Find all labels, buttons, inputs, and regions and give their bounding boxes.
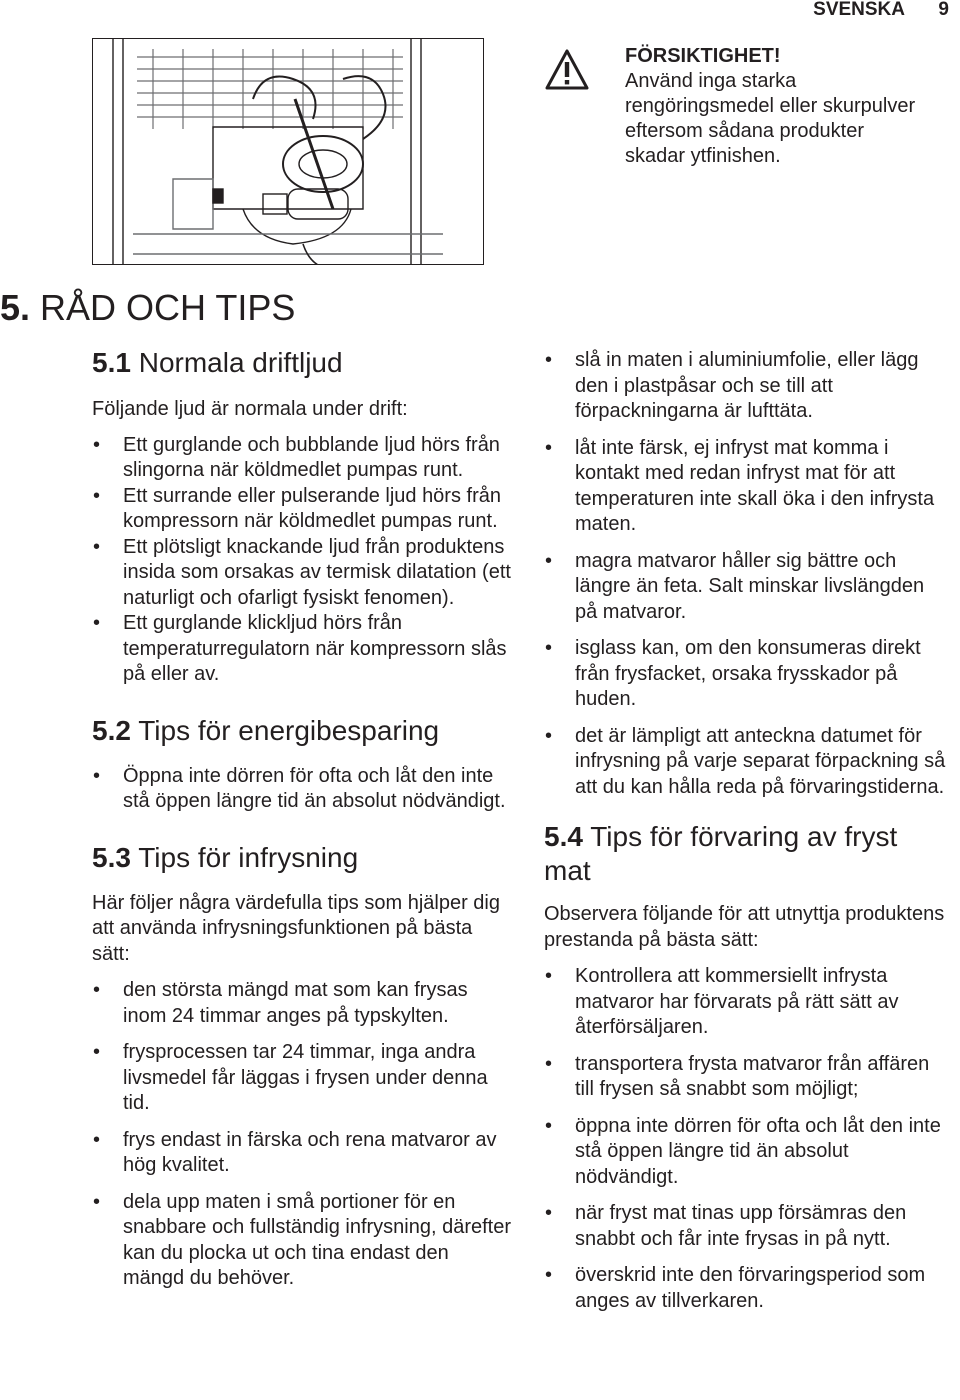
section-5-1-intro: Följande ljud är normala under drift: (92, 398, 408, 420)
section-5-1-title (92, 346, 512, 380)
section-title-text: Normala driftljud (138, 347, 343, 378)
section-5-3-list-continued (544, 348, 949, 800)
section-5-2-title (92, 714, 512, 748)
page-number: 9 (938, 0, 949, 20)
list-item: • dela upp maten i små portioner för en snabbare och fullständig infrysning, därefter kan du plocka ut och tina endast den mängd du behöver. (92, 1190, 512, 1292)
section-5-3-list (92, 978, 512, 1292)
list-item: • Ett surrande eller pulserande ljud hörs från kompressorn när köldmedlet pumpas runt. (92, 484, 512, 535)
section-title-text: Tips för infrysning (138, 841, 359, 873)
list-item: • Ett plötsligt knackande ljud från produktens insida som orsakas av termisk dilatation (ett naturligt och ofarligt fysiskt fenomen). (92, 535, 512, 612)
list-item: • isglass kan, om den konsumeras direkt från frysfacket, orsaka frysskador på huden. (544, 636, 949, 713)
right-column (544, 348, 949, 1314)
list-item: • överskrid inte den förvaringsperiod som anges av tillverkaren. (544, 1263, 949, 1314)
list-item: • slå in maten i aluminiumfolie, eller lägg den i plastpåsar och se till att förpackningarna är lufttäta. (544, 348, 949, 425)
section-title-text: Tips för förvaring av fryst mat (544, 821, 898, 886)
caution-title: FÖRSIKTIGHET! (625, 45, 781, 67)
warning-triangle-icon (544, 48, 590, 92)
caution-text-block (625, 44, 925, 169)
list-item: • det är lämpligt att anteckna datumet för infrysning på varje separat förpackning så att du kan hålla reda på förvaringstiderna. (544, 724, 949, 801)
list-item: • den största mängd mat som kan frysas inom 24 timmar anges på typskylten. (92, 978, 512, 1029)
section-number: 5.1 (92, 347, 131, 378)
chapter-title-text: RÅD OCH TIPS (40, 287, 296, 328)
list-item: • Öppna inte dörren för ofta och låt den inte stå öppen längre tid än absolut nödvändigt. (92, 764, 512, 815)
list-item: • Ett gurglande klickljud hörs från temperaturregulatorn när kompressorn slås på eller av. (92, 611, 512, 688)
chapter-title (0, 286, 295, 330)
list-item: • magra matvaror håller sig bättre och längre än feta. Salt minskar livslängden på matvaror. (544, 549, 949, 626)
section-5-2-list (92, 764, 512, 815)
section-5-4-list (544, 964, 949, 1314)
page-header (0, 0, 960, 22)
section-5-3-title (92, 841, 512, 875)
list-item: • låt inte färsk, ej infryst mat komma i kontakt med redan infryst mat för att temperaturen inte skall öka i den infrysta maten. (544, 436, 949, 538)
section-5-4-title (544, 820, 949, 888)
list-item: • när fryst mat tinas upp försämras den snabbt och får inte frysas in på nytt. (544, 1201, 949, 1252)
list-item: • frys endast in färska och rena matvaror av hög kvalitet. (92, 1128, 512, 1179)
section-number: 5.2 (92, 714, 131, 746)
list-item: • öppna inte dörren för ofta och låt den inte stå öppen längre tid än absolut nödvändigt. (544, 1114, 949, 1191)
refrigerator-compressor-drain-illustration (92, 38, 484, 265)
list-item: • Kontrollera att kommersiellt infrysta matvaror har förvarats på rätt sätt av återförsäljaren. (544, 964, 949, 1041)
chapter-number: 5. (0, 287, 31, 328)
list-item: • frysprocessen tar 24 timmar, inga andra livsmedel får läggas i frysen under denna tid. (92, 1040, 512, 1117)
header-language: SVENSKA (813, 0, 905, 20)
section-title-text: Tips för energibesparing (138, 714, 440, 746)
section-number: 5.3 (92, 841, 131, 873)
section-5-4-intro: Observera följande för att utnyttja produktens prestanda på bästa sätt: (544, 903, 945, 951)
list-item: • transportera frysta matvaror från affären till frysen så snabbt som möjligt; (544, 1052, 949, 1103)
list-item: • Ett gurglande och bubblande ljud hörs från slingorna när köldmedlet pumpas runt. (92, 433, 512, 484)
section-5-3-intro: Här följer några värdefulla tips som hjälper dig att använda infrysningsfunktionen på bästa sätt: (92, 891, 500, 965)
section-5-1-list (92, 433, 512, 688)
section-number: 5.4 (544, 821, 583, 852)
left-column (92, 346, 512, 1292)
caution-body: Använd inga starka rengöringsmedel eller skurpulver eftersom sådana produkter skadar ytfinishen. (625, 70, 916, 167)
